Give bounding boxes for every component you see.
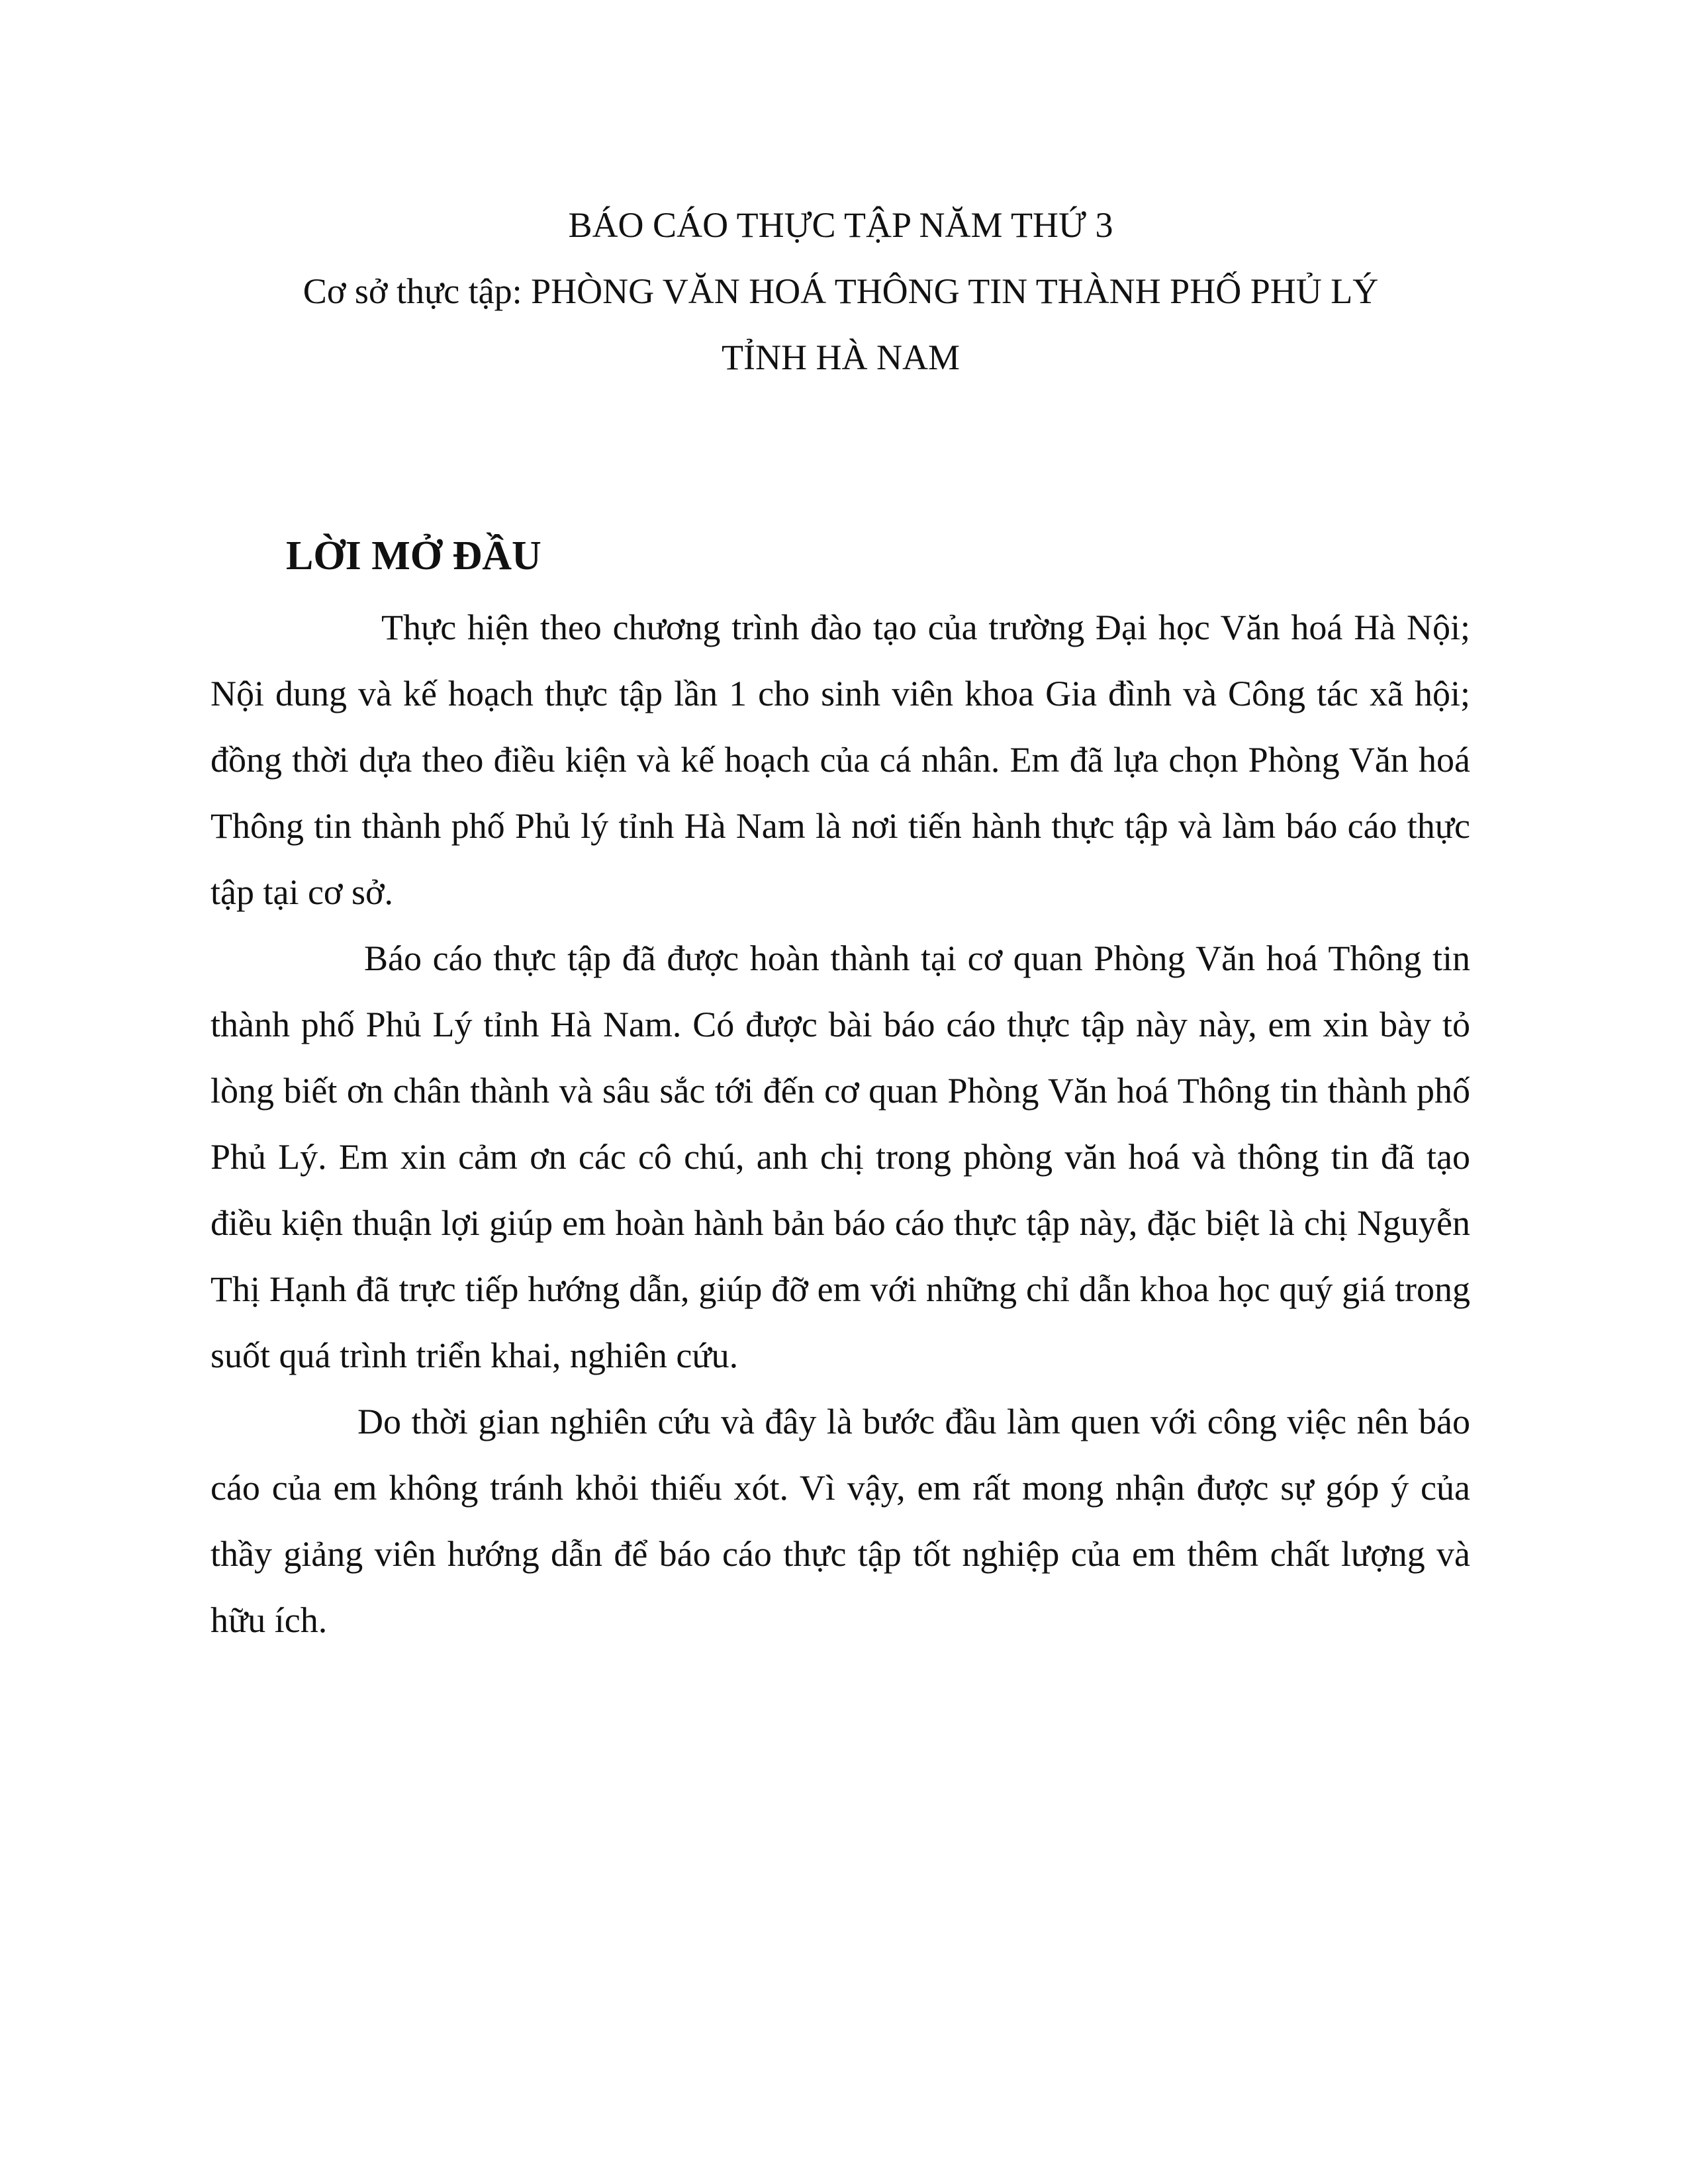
body-text [211, 594, 1470, 1653]
report-title-block [199, 192, 1483, 390]
paragraph-1: Thực hiện theo chương trình đào tạo của trường Đại học Văn hoá Hà Nội; Nội dung và kế hoạch thực tập lần 1 cho sinh viên khoa Gia đình và Công tác xã hội; đồng thời dựa theo điều kiện và kế hoạch của cá nhân. Em đã lựa chọn Phòng Văn hoá Thông tin thành phố Phủ lý tỉnh Hà Nam là nơi tiến hành thực tập và làm báo cáo thực tập tại cơ sở. [211, 608, 1470, 912]
paragraph-3: Do thời gian nghiên cứu và đây là bước đầu làm quen với công việc nên báo cáo của em không tránh khỏi thiếu xót. Vì vậy, em rất mong nhận được sự góp ý của thầy giảng viên hướng dẫn để báo cáo thực tập tốt nghiệp của em thêm chất lượng và hữu ích. [211, 1402, 1470, 1640]
province-line: TỈNH HÀ NAM [722, 338, 960, 377]
report-title: BÁO CÁO THỰC TẬP NĂM THỨ 3 [568, 205, 1113, 245]
internship-site-line: Cơ sở thực tập: PHÒNG VĂN HOÁ THÔNG TIN THÀNH PHỐ PHỦ LÝ [303, 271, 1379, 311]
paragraph-2: Báo cáo thực tập đã được hoàn thành tại cơ quan Phòng Văn hoá Thông tin thành phố Phủ Lý tỉnh Hà Nam. Có được bài báo cáo thực tập này này, em xin bày tỏ lòng biết ơn chân thành và sâu sắc tới đến cơ quan Phòng Văn hoá Thông tin thành phố Phủ Lý. Em xin cảm ơn các cô chú, anh chị trong phòng văn hoá và thông tin đã tạo điều kiện thuận lợi giúp em hoàn hành bản báo cáo thực tập này, đặc biệt là chị Nguyễn Thị Hạnh đã trực tiếp hướng dẫn, giúp đỡ em với những chỉ dẫn khoa học quý giá trong suốt quá trình triển khai, nghiên cứu. [211, 938, 1470, 1375]
section-heading: LỜI MỞ ĐẦU [286, 533, 541, 578]
